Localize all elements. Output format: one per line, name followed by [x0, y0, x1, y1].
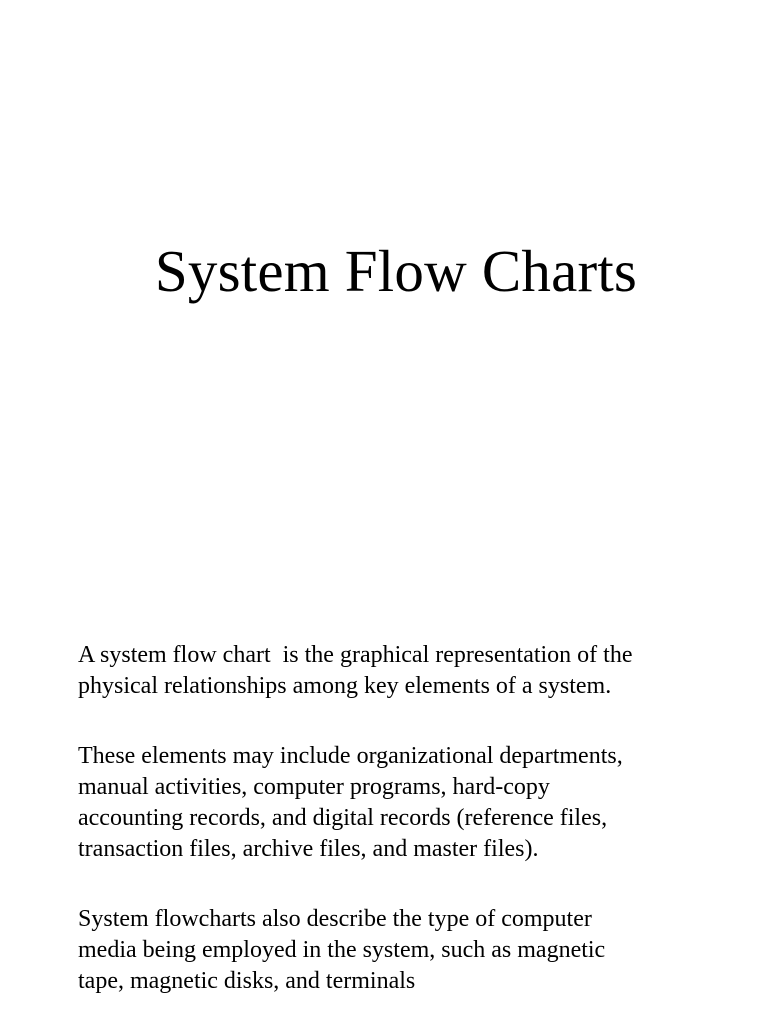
paragraph-line: media being employed in the system, such as magnetic: [78, 937, 606, 963]
paragraph-line: accounting records, and digital records (reference files,: [78, 805, 608, 831]
page-title: System Flow Charts: [154, 238, 638, 304]
paragraph-line: These elements may include organizational departments,: [78, 743, 623, 769]
paragraph-line: A system flow chart is the graphical representation of the: [78, 642, 633, 668]
paragraph-definition: [78, 640, 718, 702]
paragraph-media: [78, 904, 718, 997]
paragraph-elements: [78, 741, 718, 865]
paragraph-line: tape, magnetic disks, and terminals: [78, 968, 416, 994]
paragraph-line: physical relationships among key elements of a system.: [78, 673, 612, 699]
paragraph-line: transaction files, archive files, and master files).: [78, 836, 539, 862]
paragraph-line: manual activities, computer programs, hard-copy: [78, 774, 550, 800]
paragraph-line: System flowcharts also describe the type of computer: [78, 906, 592, 932]
